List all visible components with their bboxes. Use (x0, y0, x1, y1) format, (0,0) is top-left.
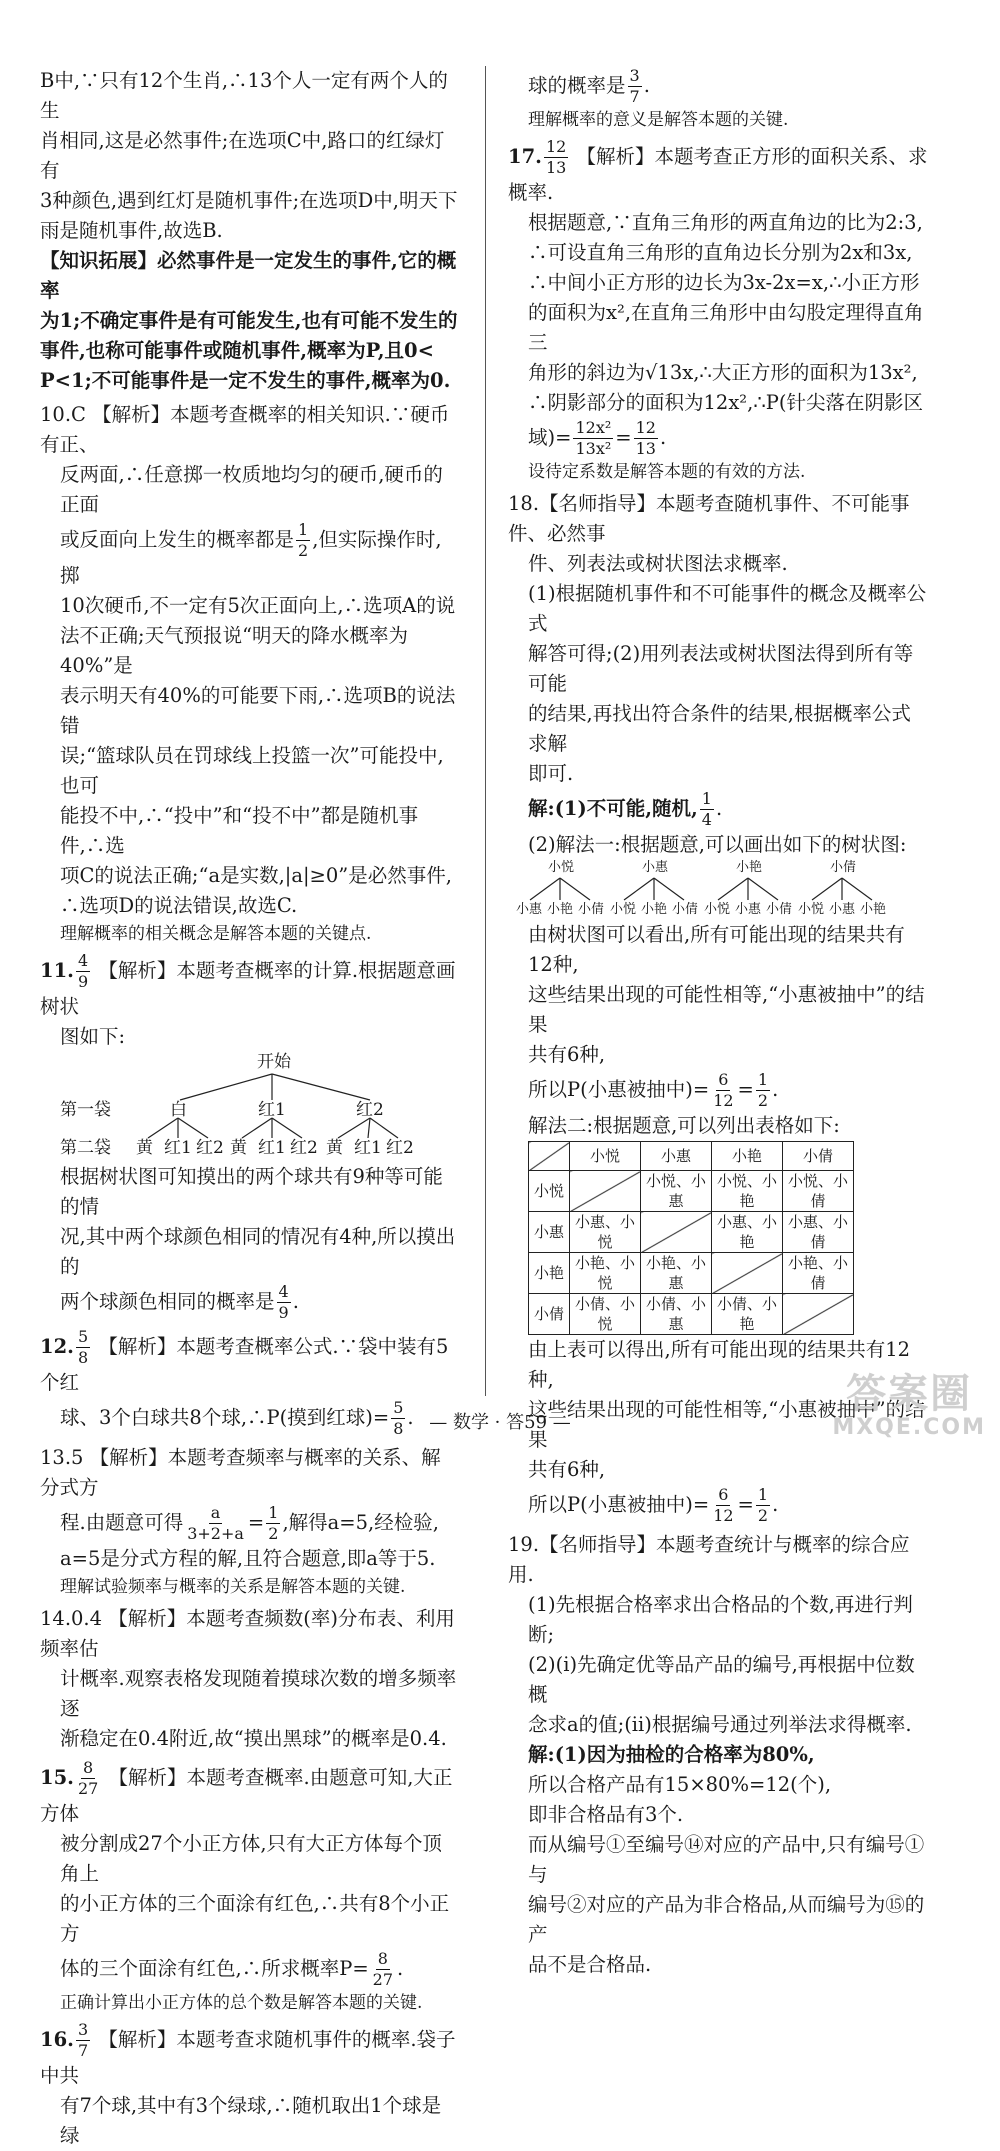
tree-start: 开始 (257, 1052, 291, 1072)
tree-leaf: 小倩 (672, 902, 699, 917)
q15: 15. $\frac{8}{27}$ 【解析】本题考查概率.由题意可知,大正方体 被分割成27个小正方体,只有大正方体每个顶角上 的小正方体的三个面涂有红色,∴共有8个小正方 体的三个面涂有红色,∴所求概率P= $\frac{8}{27}$ . 正确计算出小正方体的总个数是解答本题的关键. (40, 1758, 453, 2013)
tree-leaf: 小艳 (860, 902, 887, 917)
tree-leaf: 黄 (326, 1138, 343, 1158)
watermark-logo: 答案圈 MXQE.COM (832, 1371, 986, 1440)
answer-fraction: $\frac{4}{9}$ (77, 951, 89, 991)
q13: 13.5 【解析】本题考查频率与概率的关系、解分式方 程.由题意可得 $\frac{a}{3+2+a}$ = $\frac{1}{2}$ ,解得a=5,经检验, a=5是分式方程的解,且符合题意,即a等于5. 理解试验频率与概率的关系是解答本题的关键. (40, 1446, 441, 1597)
tree-node: 小倩 (830, 860, 857, 875)
tree-leaf: 黄 (230, 1138, 247, 1158)
column-divider (485, 66, 486, 1396)
table-row: 小惠 小惠、小悦 小惠、小艳 小惠、小倩 (529, 1212, 854, 1253)
q16: 16. $\frac{3}{7}$ 【解析】本题考查求随机事件的概率.袋子中共 有7个球,其中有3个绿球,∴随机取出1个球是绿 (40, 2020, 456, 2147)
tree-leaf: 红1 (258, 1138, 286, 1158)
tree-leaf: 小悦 (610, 902, 637, 917)
tree-leaf: 小悦 (704, 902, 731, 917)
left-column (40, 66, 460, 2151)
q19: 19.【名师指导】本题考查统计与概率的综合应用. (1)先根据合格率求出合格品的个数,再进行判断; (2)(ⅰ)先确定优等品产品的编号,再根据中位数概 念求a的值;(ⅱ)根据编号通过列举法求得概率. 解:(1)因为抽检的合格率为80%, 所以合格产品有15×80%=12(个), 即非合格品有3个. 而从编号①至编号⑭对应的产品中,只有编号①与 编号②对应的产品为非合格品,从而编号为⑮的产 品不是合格品. (508, 1533, 925, 1976)
tree-leaf: 小艳 (641, 902, 668, 917)
tree-diagram-bags (40, 1052, 460, 1162)
table-row: 小艳 小艳、小悦 小艳、小惠 小艳、小倩 (529, 1253, 854, 1294)
tree-leaf: 小惠 (829, 902, 856, 917)
tree-leaf: 小艳 (547, 902, 574, 917)
right-column (508, 66, 928, 1980)
tree-node: 小艳 (736, 860, 763, 875)
fraction: $\frac{1}{2}$ (298, 520, 309, 560)
q14: 14.0.4 【解析】本题考查频数(率)分布表、利用频率估 计概率.观察表格发现随着摸球次数的增多频率逐 渐稳定在0.4附近,故“摸出黑球”的概率是0.4. (40, 1607, 457, 1750)
tree-leaf: 红2 (290, 1138, 318, 1158)
q11: 11. $\frac{4}{9}$ 【解析】本题考查概率的计算.根据题意画树状 图如下: 开始 第一袋 第二袋 白 红1 红2 黄 红1 红2 黄 红1 红2 黄 红1 红2 根据树状图可知摸出的两个球共有9种等可能的情 况,其中两个球颜色相同的情况有4种,所以摸出的 两个球颜色相同的概率是 $\frac{4}{9}$ . (40, 951, 460, 1323)
tree-diagram-names (508, 860, 928, 920)
q18: 18.【名师指导】本题考查随机事件、不可能事件、必然事 件、列表法或树状图法求概率. (1)根据随机事件和不可能事件的概念及概率公式 解答可得;(2)用列表法或树状图法得到所有等可能 的结果,再找出符合条件的结果,根据概率公式求解 即可. 解:(1)不可能,随机, $\frac{1}{4}$ . (2)解法一:根据题意,可以画出如下的树状图: 小悦 小惠 小艳 小倩 小惠 小艳 小倩 小悦 小艳 小倩 小悦 小惠 小倩 小悦 小惠 小艳 由树状图可以看出,所有可能出现的结果共有12种, 这些结果出现的可能性相等,“小惠被抽中”的结果 共有6种, 所以P(小惠被抽中)= $\frac{6}{12}$ = $\frac{1}{2}$ . 解法二:根据题意,可以列出表格如下: 小悦 小惠 小艳 小倩 小悦 小悦、小惠 小悦、小艳 小悦、小倩 小惠 小惠、小悦 小惠、小艳 小惠、小倩 小艳 小艳、小悦 小艳、小惠 小艳、小倩 小倩 小倩、小悦 小倩、小惠 小倩、小艳 由上表可以得出,所有可能出现的结果共有12种, 这些结果出现的可能性相等,“小惠被抽中”的结果 共有6种, 所以P(小惠被抽中)= $\frac{6}{12}$ = $\frac{1}{2}$ . (508, 492, 927, 1525)
outcome-table (528, 1141, 854, 1335)
q10: 10.C 【解析】本题考查概率的相关知识.∵硬币有正、 反两面,∴任意掷一枚质地均匀的硬币,硬币的正面 或反面向上发生的概率都是 $\frac{1}{2}$ ,但实际操作时,掷 10次硬币,不一定有5次正面向上,∴选项A的说 法不正确;天气预报说“明天的降水概率为40%”是 表示明天有40%的可能要下雨,∴选项B的说法错 误;“篮球队员在罚球线上投篮一次”可能投中,也可 能投不中,∴“投中”和“投不中”都是随机事件,∴选 项C的说法正确;“a是实数,|a|≥0”是必然事件, ∴选项D的说法错误,故选C. 理解概率的相关概念是解答本题的关键点. (40, 403, 456, 944)
tree-node: 小惠 (642, 860, 669, 875)
tree-row-label: 第一袋 (60, 1100, 111, 1120)
tree-leaf: 小惠 (516, 902, 543, 917)
table-header-row: 小悦 小惠 小艳 小倩 (529, 1142, 854, 1171)
q16-continuation: 球的概率是 $\frac{3}{7}$ . 理解概率的意义是解答本题的关键. (528, 66, 789, 130)
tree-leaf: 小惠 (735, 902, 762, 917)
tree-node: 白 (170, 1100, 187, 1120)
tree-leaf: 红2 (196, 1138, 224, 1158)
q17: 17. $\frac{12}{13}$ 【解析】本题考查正方形的面积关系、求概率. 根据题意,∵直角三角形的两直角边的比为2:3, ∴可设直角三角形的直角边长分别为2x和3x, ∴中间小正方形的边长为3x-2x=x,∴小正方形 的面积为x²,在直角三角形中由勾股定理得直角三 角形的斜边为√13x,∴大正方形的面积为13x², ∴阴影部分的面积为12x²,∴P(针尖落在阴影区 域)= $\frac{\text{12x²}}{\text{13x²}}$ = $\frac{12}{13}$ . 设待定系数是解答本题的有效的方法. (508, 137, 928, 482)
tree-leaf: 小倩 (578, 902, 605, 917)
tree-leaf: 小倩 (766, 902, 793, 917)
table-row: 小悦 小悦、小惠 小悦、小艳 小悦、小倩 (529, 1171, 854, 1212)
knowledge-tip: 【知识拓展】必然事件是一定发生的事件,它的概率 为1;不确定事件是有可能发生,也有可能不发生的 事件,也称可能事件或随机事件,概率为P,且0< P<1;不可能事件是一定不发生的事件,概率为0. (40, 249, 458, 392)
tree-node: 小悦 (548, 860, 575, 875)
tree-row-label: 第二袋 (60, 1138, 111, 1158)
page-footer: — 数学 · 答59 — (429, 1412, 571, 1433)
q9-continuation: B中,∵只有12个生肖,∴13个人一定有两个人的生 肖相同,这是必然事件;在选项C中,路口的红绿灯有 3种颜色,遇到红灯是随机事件;在选项D中,明天下 雨是随机事件,故选B. (40, 69, 458, 242)
tree-node: 红2 (356, 1100, 384, 1120)
tree-leaf: 红2 (386, 1138, 414, 1158)
table-row: 小倩 小倩、小悦 小倩、小惠 小倩、小艳 (529, 1294, 854, 1335)
tree-node: 红1 (258, 1100, 286, 1120)
tree-leaf: 红1 (164, 1138, 192, 1158)
tree-leaf: 黄 (136, 1138, 153, 1158)
tree-leaf: 红1 (354, 1138, 382, 1158)
q12: 12. $\frac{5}{8}$ 【解析】本题考查概率公式.∵袋中装有5个红 球、3个白球共8个球,∴P(摸到红球)= $\frac{5}{8}$ . (40, 1327, 449, 1438)
tree-leaf: 小悦 (798, 902, 825, 917)
